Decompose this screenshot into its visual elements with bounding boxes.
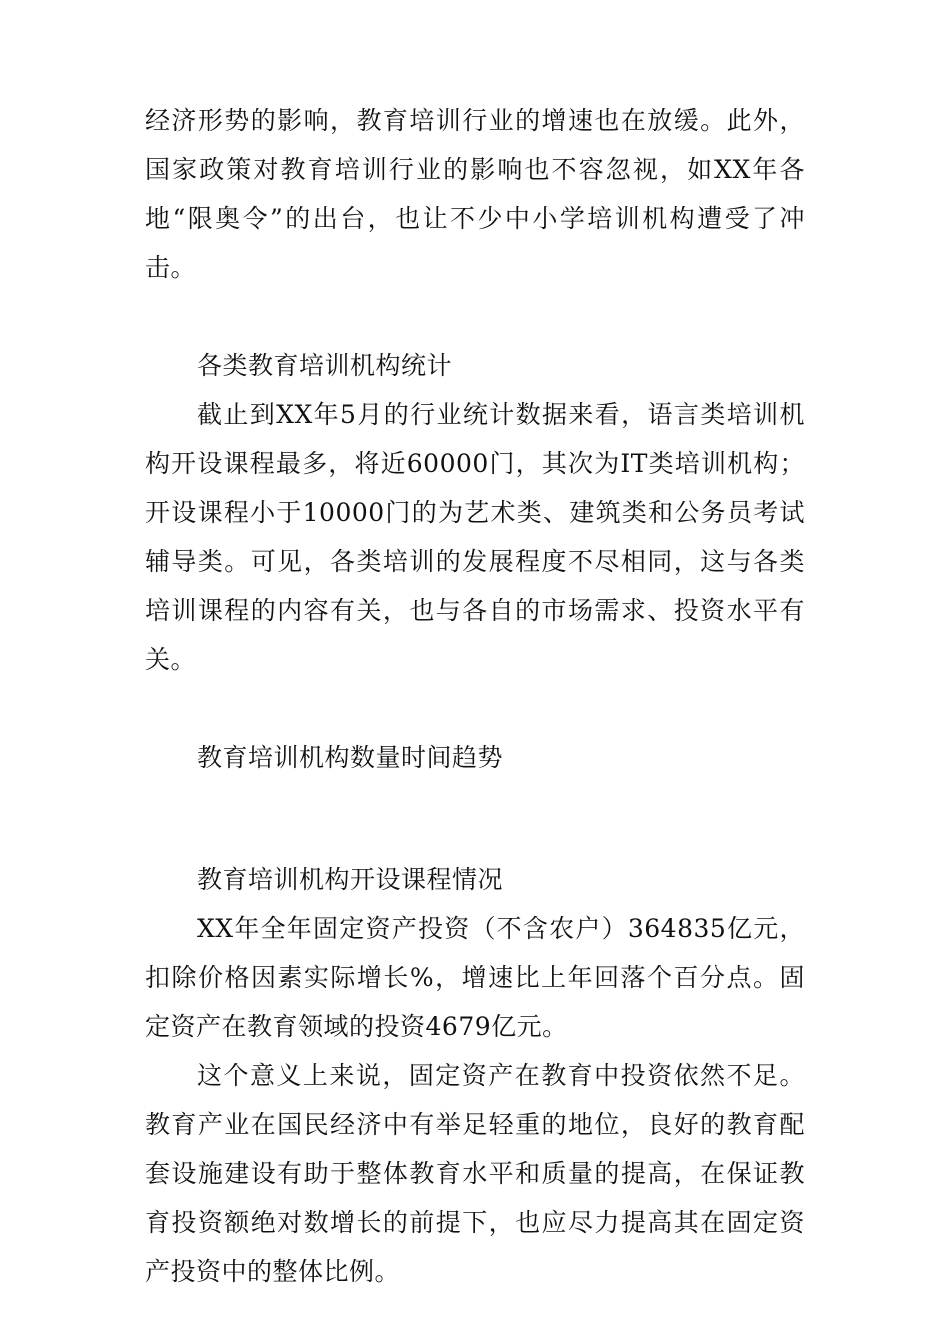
section-heading-institution-statistics: 各类教育培训机构统计 <box>197 351 453 380</box>
paragraph-economic-impact: 经济形势的影响，教育培训行业的增速也在放缓。此外，国家政策对教育培训行业的影响也不容忽视，如XX年各地“限奥令”的出台，也让不少中小学培训机构遭受了冲击。 <box>145 106 805 282</box>
section-heading-quantity-trend: 教育培训机构数量时间趋势 <box>197 743 504 772</box>
section-heading-course-offerings: 教育培训机构开设课程情况 <box>197 865 504 894</box>
paragraph-course-statistics: 截止到XX年5月的行业统计数据来看，语言类培训机构开设课程最多，将近60000门，其次为IT类培训机构；开设课程小于10000门的为艺术类、建筑类和公务员考试辅导类。可见，各类培训的发展程度不尽相同，这与各类培训课程的内容有关，也与各自的市场需求、投资水平有关。 <box>145 400 805 674</box>
paragraph-investment-conclusion: 这个意义上来说，固定资产在教育中投资依然不足。教育产业在国民经济中有举足轻重的地位，良好的教育配套设施建设有助于整体教育水平和质量的提高，在保证教育投资额绝对数增长的前提下，也应尽力提高其在固定资产投资中的整体比例。 <box>145 1061 805 1286</box>
document-body <box>145 96 805 1296</box>
paragraph-fixed-asset-investment: XX年全年固定资产投资（不含农户）364835亿元，扣除价格因素实际增长%，增速比上年回落个百分点。固定资产在教育领域的投资4679亿元。 <box>145 914 805 1041</box>
